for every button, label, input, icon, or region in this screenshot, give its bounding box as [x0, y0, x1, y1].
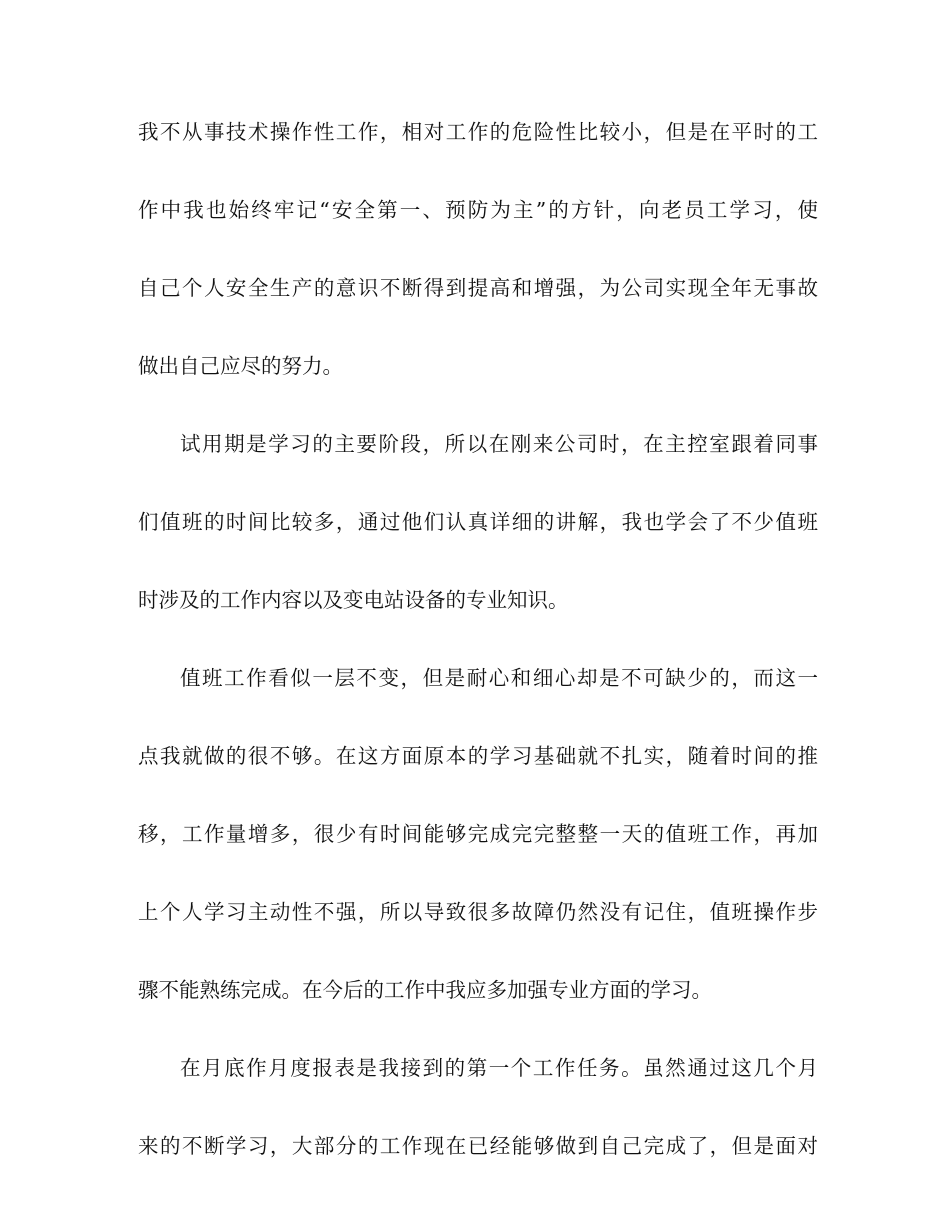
text-line: 移，工作量增多，很少有时间能够完成完完整整一天的值班工作，再加 — [138, 822, 818, 846]
text-line: 骤不能熟练完成。在今后的工作中我应多加强专业方面的学习。 — [138, 978, 712, 1002]
text-line: 上个人学习主动性不强，所以导致很多故障仍然没有记住，值班操作步 — [138, 900, 818, 924]
text-line: 试用期是学习的主要阶段，所以在刚来公司时，在主控室跟着同事 — [180, 432, 818, 456]
text-line: 作中我也始终牢记“安全第一、预防为主”的方针，向老员工学习，使 — [138, 198, 818, 222]
text-line: 做出自己应尽的努力。 — [138, 354, 343, 378]
text-line: 我不从事技术操作性工作，相对工作的危险性比较小，但是在平时的工 — [138, 120, 818, 144]
document-body — [138, 118, 818, 1210]
text-line: 点我就做的很不够。在这方面原本的学习基础就不扎实，随着时间的推 — [138, 744, 818, 768]
text-line: 来的不断学习，大部分的工作现在已经能够做到自己完成了，但是面对 — [138, 1134, 818, 1158]
text-line: 时涉及的工作内容以及变电站设备的专业知识。 — [138, 588, 569, 612]
text-line: 自己个人安全生产的意识不断得到提高和增强，为公司实现全年无事故 — [138, 276, 818, 300]
text-line: 在月底作月度报表是我接到的第一个工作任务。虽然通过这几个月 — [180, 1056, 818, 1080]
text-line: 值班工作看似一层不变，但是耐心和细心却是不可缺少的，而这一 — [180, 666, 818, 690]
text-line: 们值班的时间比较多，通过他们认真详细的讲解，我也学会了不少值班 — [138, 510, 818, 534]
